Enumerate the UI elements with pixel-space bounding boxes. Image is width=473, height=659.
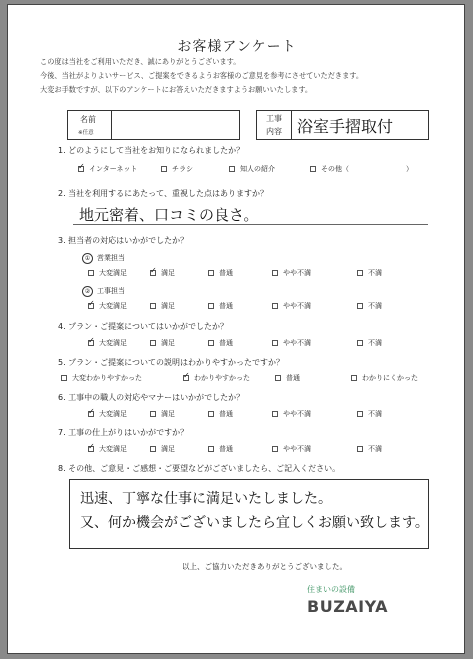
checkbox-checked[interactable] xyxy=(183,375,189,381)
checkbox[interactable] xyxy=(272,340,278,346)
checkbox[interactable] xyxy=(208,446,214,452)
question-2: 2. 当社を利用するにあたって、重視した点はありますか？ xyxy=(58,189,269,198)
q4-somewhat-dissatisfied[interactable]: やや不満 xyxy=(272,338,311,348)
q3-construction-satisfied[interactable]: 満足 xyxy=(150,301,175,311)
q1-other-close: ） xyxy=(406,165,413,173)
q3-construction-dissatisfied[interactable]: 不満 xyxy=(357,301,382,311)
q8-answer-line-1: 迅速、丁寧な仕事に満足いたしました。 xyxy=(80,491,332,507)
checkbox[interactable] xyxy=(161,166,167,172)
work-label-2: 内容 xyxy=(266,127,282,136)
checkbox[interactable] xyxy=(150,303,156,309)
q2-answer-area[interactable] xyxy=(73,203,428,225)
q5-very-clear[interactable]: 大変わかりやすかった xyxy=(61,373,142,383)
checkbox-checked[interactable] xyxy=(78,166,84,172)
checkbox-checked[interactable] xyxy=(88,303,94,309)
q4-normal[interactable]: 普通 xyxy=(208,338,233,348)
q1-option-referral[interactable]: 知人の紹介 xyxy=(229,164,275,174)
q4-very-satisfied[interactable]: ✓大変満足 xyxy=(88,338,127,348)
q3-construction-normal[interactable]: 普通 xyxy=(208,301,233,311)
checkbox[interactable] xyxy=(88,270,94,276)
name-box[interactable] xyxy=(67,110,240,140)
checkbox[interactable] xyxy=(272,270,278,276)
q3-sales-satisfied[interactable]: ✓ 満足 xyxy=(150,268,175,278)
q4-dissatisfied[interactable]: 不満 xyxy=(357,338,382,348)
checkbox[interactable] xyxy=(150,340,156,346)
checkbox-checked[interactable] xyxy=(88,411,94,417)
checkbox[interactable] xyxy=(351,375,357,381)
q7-dissatisfied[interactable]: 不満 xyxy=(357,444,382,454)
q7-satisfied[interactable]: 満足 xyxy=(150,444,175,454)
checkbox[interactable] xyxy=(357,446,363,452)
question-1: 1. どのようにして当社をお知りになられましたか？ xyxy=(58,146,245,155)
checkbox[interactable] xyxy=(275,375,281,381)
q6-satisfied[interactable]: 満足 xyxy=(150,409,175,419)
checkbox-checked[interactable] xyxy=(88,446,94,452)
name-label: 名前 xyxy=(80,115,96,124)
q7-very-satisfied[interactable]: ✓大変満足 xyxy=(88,444,127,454)
work-label-1: 工事 xyxy=(266,114,282,123)
checkbox[interactable] xyxy=(150,446,156,452)
checkbox[interactable] xyxy=(310,166,316,172)
q5-clear[interactable]: ✓ わかりやすかった xyxy=(183,373,250,383)
q2-answer: 地元密着、口コミの良さ。 xyxy=(79,206,259,224)
checkbox[interactable] xyxy=(150,411,156,417)
intro-line-1: この度は当社をご利用いただき、誠にありがとうございます。 xyxy=(40,57,241,66)
question-5: 5. プラン・ご提案についての説明はわかりやすかったですか？ xyxy=(58,358,285,367)
q1-option-internet[interactable]: ✓インターネット xyxy=(78,164,137,174)
question-8: 8. その他、ご意見・ご感想・ご要望などがございましたら、ご記入ください。 xyxy=(58,464,341,473)
q5-normal[interactable]: 普通 xyxy=(275,373,300,383)
closing-message: 以上、ご協力いただきありがとうございました。 xyxy=(182,562,347,571)
question-6: 6. 工事中の職人の対応やマナーはいかがでしたか？ xyxy=(58,393,245,402)
checkbox[interactable] xyxy=(61,375,67,381)
buzaiya-logo xyxy=(299,579,423,629)
checkbox[interactable] xyxy=(357,270,363,276)
q3-sales-somewhat-dissatisfied[interactable]: やや不満 xyxy=(272,268,311,278)
q3-sub-sales: ① 営業担当 xyxy=(82,253,125,264)
q3-sales-very-satisfied[interactable]: 大変満足 xyxy=(88,268,127,278)
question-3: 3. 担当者の対応はいかがでしたか？ xyxy=(58,236,189,245)
logo-tagline: 住まいの設備 xyxy=(307,585,355,594)
checkbox[interactable] xyxy=(357,411,363,417)
q3-construction-very-satisfied[interactable]: ✓大変満足 xyxy=(88,301,127,311)
checkbox[interactable] xyxy=(208,270,214,276)
q6-dissatisfied[interactable]: 不満 xyxy=(357,409,382,419)
checkbox[interactable] xyxy=(208,340,214,346)
question-4: 4. プラン・ご提案についてはいかがでしたか？ xyxy=(58,322,229,331)
q6-very-satisfied[interactable]: ✓大変満足 xyxy=(88,409,127,419)
q8-answer-line-2: 又、何か機会がございましたら宜しくお願い致します。 xyxy=(80,515,429,531)
checkbox[interactable] xyxy=(272,411,278,417)
checkbox-checked[interactable] xyxy=(88,340,94,346)
q5-unclear[interactable]: わかりにくかった xyxy=(351,373,418,383)
checkbox[interactable] xyxy=(208,411,214,417)
checkbox-checked[interactable] xyxy=(150,270,156,276)
logo-brand: BUZAIYA xyxy=(307,597,389,616)
intro-line-2: 今後、当社がよりよいサービス、ご提案をできるようお客様のご意見を参考にさせていただきます。 xyxy=(40,71,364,80)
name-sublabel: ※任意 xyxy=(78,130,94,136)
q7-somewhat-dissatisfied[interactable]: やや不満 xyxy=(272,444,311,454)
q3-construction-somewhat-dissatisfied[interactable]: やや不満 xyxy=(272,301,311,311)
checkbox[interactable] xyxy=(357,340,363,346)
q1-option-other[interactable]: その他（ xyxy=(310,164,349,174)
checkbox[interactable] xyxy=(208,303,214,309)
q3-sales-normal[interactable]: 普通 xyxy=(208,268,233,278)
work-content-box[interactable] xyxy=(256,110,429,140)
checkbox[interactable] xyxy=(357,303,363,309)
q6-normal[interactable]: 普通 xyxy=(208,409,233,419)
q4-satisfied[interactable]: 満足 xyxy=(150,338,175,348)
survey-sheet xyxy=(7,4,465,654)
question-7: 7. 工事の仕上がりはいかがですか？ xyxy=(58,428,189,437)
checkbox[interactable] xyxy=(229,166,235,172)
intro-line-3: 大変お手数ですが、以下のアンケートにお答えいただきますようお願いいたします。 xyxy=(40,85,313,94)
q8-answer-box[interactable] xyxy=(69,479,429,549)
q7-normal[interactable]: 普通 xyxy=(208,444,233,454)
checkbox[interactable] xyxy=(272,303,278,309)
q3-sales-dissatisfied[interactable]: 不満 xyxy=(357,268,382,278)
checkbox[interactable] xyxy=(272,446,278,452)
work-content-value: 浴室手摺取付 xyxy=(297,117,394,136)
page-title: お客様アンケート xyxy=(177,39,297,55)
q1-option-flyer[interactable]: チラシ xyxy=(161,164,193,174)
q6-somewhat-dissatisfied[interactable]: やや不満 xyxy=(272,409,311,419)
q3-sub-construction: ② 工事担当 xyxy=(82,286,125,297)
